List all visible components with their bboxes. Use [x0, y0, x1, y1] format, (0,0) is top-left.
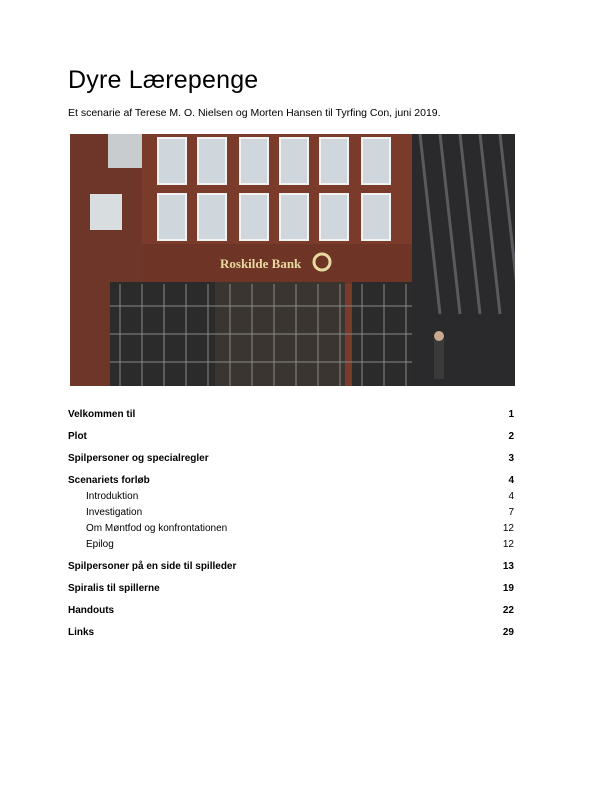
toc-entry-label: Spilpersoner og specialregler: [68, 452, 209, 464]
toc-subentry[interactable]: [68, 520, 514, 536]
toc-entry-page: 29: [502, 626, 514, 638]
toc-entry-page: 7: [508, 506, 514, 518]
toc-entry[interactable]: [68, 602, 514, 618]
toc-entry-page: 12: [502, 538, 514, 550]
bank-building-photo: [70, 134, 515, 386]
toc-entry[interactable]: [68, 472, 514, 488]
toc-entry-label: Investigation: [86, 506, 143, 518]
document-subtitle: Et scenarie af Terese M. O. Nielsen og Morten Hansen til Tyrfing Con, juni 2019.: [68, 107, 441, 119]
toc-subentry[interactable]: [68, 536, 514, 552]
toc-entry-label: Scenariets forløb: [68, 474, 150, 486]
toc-entry[interactable]: [68, 450, 514, 466]
table-of-contents: [68, 406, 514, 640]
toc-entry-page: 19: [502, 582, 514, 594]
toc-entry-page: 1: [508, 408, 514, 420]
toc-entry-page: 4: [508, 474, 514, 486]
document-title: Dyre Lærepenge: [68, 66, 259, 94]
toc-entry[interactable]: [68, 624, 514, 640]
toc-entry-label: Spilpersoner på en side til spilleder: [68, 560, 237, 572]
toc-subentry[interactable]: [68, 504, 514, 520]
toc-entry-label: Links: [68, 626, 95, 638]
toc-entry[interactable]: [68, 558, 514, 574]
toc-entry-label: Handouts: [68, 604, 115, 616]
toc-entry-label: Spiralis til spillerne: [68, 582, 160, 594]
toc-entry[interactable]: [68, 580, 514, 596]
svg-text:Roskilde Bank: Roskilde Bank: [220, 256, 302, 271]
toc-entry-page: 22: [502, 604, 514, 616]
toc-entry-page: 2: [508, 430, 514, 442]
toc-entry-label: Introduktion: [86, 490, 139, 502]
toc-entry-page: 12: [502, 522, 514, 534]
toc-entry-label: Plot: [68, 430, 87, 442]
toc-subentry[interactable]: [68, 488, 514, 504]
toc-entry[interactable]: [68, 406, 514, 422]
toc-entry-label: Om Møntfod og konfrontationen: [86, 522, 228, 534]
toc-entry-page: 3: [508, 452, 514, 464]
toc-entry-page: 4: [508, 490, 514, 502]
toc-entry[interactable]: [68, 428, 514, 444]
toc-entry-label: Velkommen til: [68, 408, 136, 420]
toc-entry-page: 13: [502, 560, 514, 572]
toc-entry-label: Epilog: [86, 538, 114, 550]
